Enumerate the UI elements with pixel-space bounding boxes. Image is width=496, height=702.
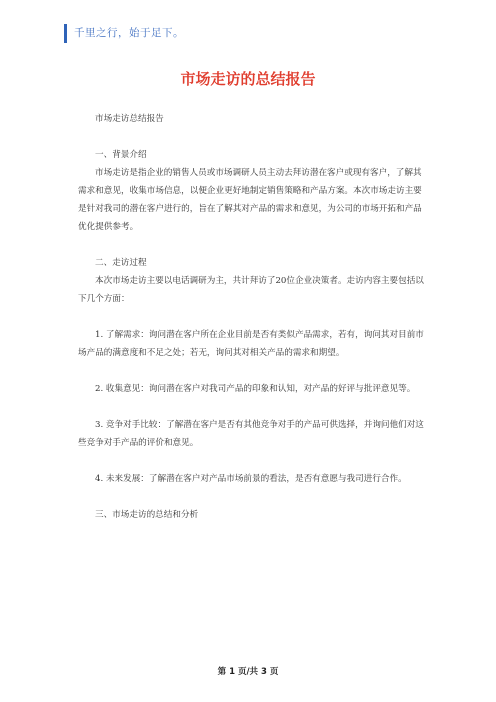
document-body: [78, 110, 424, 524]
page-number: 第 1 页/共 3 页: [217, 667, 279, 677]
list-item-needs: 1. 了解需求：询问潜在客户所在企业目前是否有类似产品需求，若有，询问其对目前市场产品的满意度和不足之处；若无，询问其对相关产品的需求和期望。: [78, 330, 424, 358]
document-title: 市场走访的总结报告: [180, 70, 316, 88]
section-heading-process: 二、走访过程: [95, 258, 147, 268]
section-heading-summary: 三、市场走访的总结和分析: [95, 510, 199, 520]
header-accent-bar: [64, 24, 67, 43]
section-body-background: 市场走访是指企业的销售人员或市场调研人员主动去拜访潜在客户或现有客户，了解其需求和意见，收集市场信息，以便企业更好地制定销售策略和产品方案。本次市场走访主要是针对我司的潜在客户进行的，旨在了解其对产品的需求和意见，为公司的市场开拓和产品优化提供参考。: [78, 168, 422, 232]
document-subtitle: 市场走访总结报告: [95, 114, 164, 124]
section-heading-background: 一、背景介绍: [95, 150, 147, 160]
section-body-process: 本次市场走访主要以电话调研为主，共计拜访了20位企业决策者。走访内容主要包括以下几个方面：: [78, 276, 424, 304]
list-item-feedback: 2. 收集意见：询问潜在客户对我司产品的印象和认知，对产品的好评与批评意见等。: [95, 384, 416, 394]
list-item-future: 4. 未来发展：了解潜在客户对产品市场前景的看法，是否有意愿与我司进行合作。: [95, 474, 407, 484]
header-motto: 千里之行，始于足下。: [74, 27, 184, 39]
list-item-competitors: 3. 竞争对手比较：了解潜在客户是否有其他竞争对手的产品可供选择，并询问他们对这些竞争对手产品的评价和意见。: [78, 420, 424, 448]
